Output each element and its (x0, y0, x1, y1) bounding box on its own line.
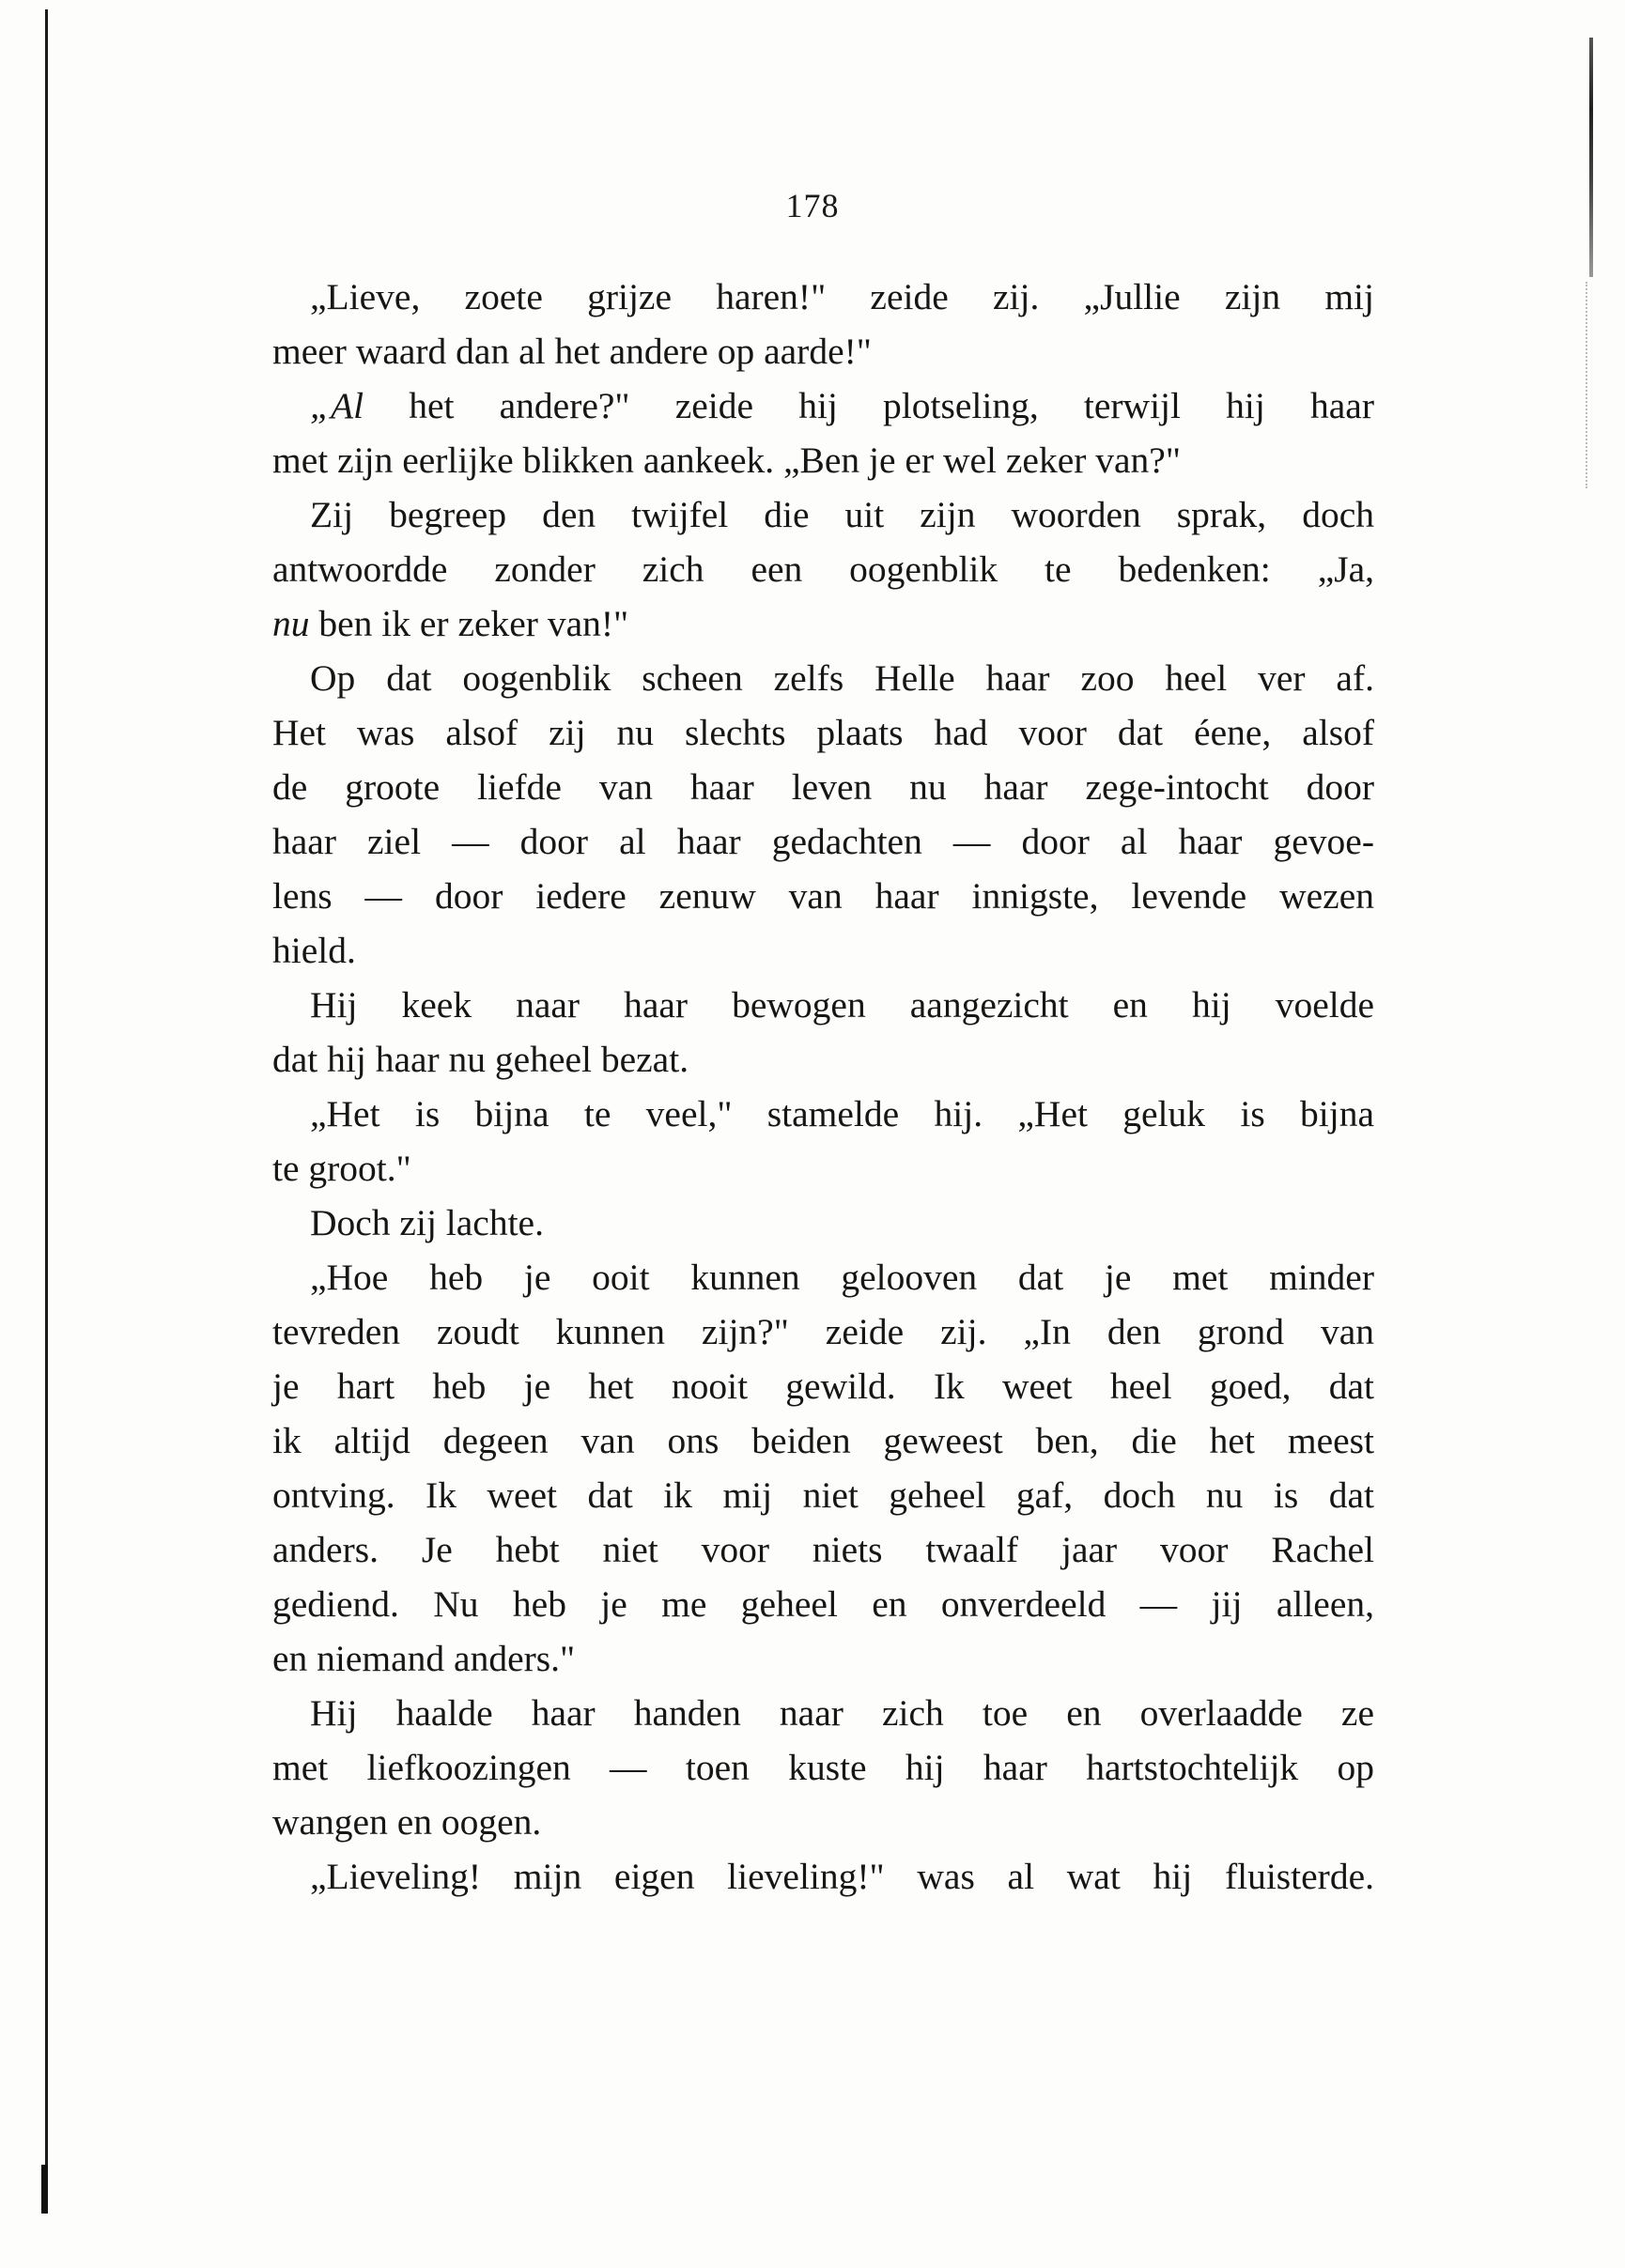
page-number: 178 (785, 187, 840, 224)
text-line: Het was alsof zij nu slechts plaats had voor dat éene, alsof (272, 712, 1374, 753)
scan-edge-right-ticks (1586, 282, 1589, 488)
text-line: „Lieveling! mijn eigen lieveling!" was al wat hij fluisterde. (310, 1856, 1374, 1897)
text-line: gediend. Nu heb je me geheel en onverdeeld — jij alleen, (272, 1583, 1374, 1625)
text-line: hield. (272, 930, 356, 971)
text-line: „Hoe heb je ooit kunnen gelooven dat je met minder (310, 1257, 1374, 1298)
scan-edge-left (45, 9, 48, 2212)
body-text (272, 270, 1374, 1904)
text-line: en niemand anders." (272, 1638, 576, 1679)
text-line: de groote liefde van haar leven nu haar zege-intocht door (272, 766, 1374, 808)
text-line: dat hij haar nu geheel bezat. (272, 1039, 689, 1080)
text-line: wangen en oogen. (272, 1801, 542, 1843)
text-line: „Het is bijna te veel," stamelde hij. „Het geluk is bijna (310, 1093, 1374, 1134)
text-line: te groot." (272, 1148, 411, 1189)
text-line: met zijn eerlijke blikken aankeek. „Ben je er wel zeker van?" (272, 440, 1181, 481)
text-line: antwoordde zonder zich een oogenblik te bedenken: „Ja, (272, 548, 1374, 590)
text-line: ontving. Ik weet dat ik mij niet geheel gaf, doch nu is dat (272, 1474, 1374, 1516)
text-line: „Al het andere?" zeide hij plotseling, terwijl hij haar (310, 385, 1374, 426)
text-line: tevreden zoudt kunnen zijn?" zeide zij. „In den grond van (272, 1311, 1374, 1352)
text-line: met liefkoozingen — toen kuste hij haar hartstochtelijk op (272, 1747, 1374, 1788)
scan-edge-right (1589, 38, 1593, 277)
text-line: Hij keek naar haar bewogen aangezicht en hij voelde (310, 984, 1374, 1026)
text-line: Zij begreep den twijfel die uit zijn woorden sprak, doch (310, 494, 1374, 535)
text-line: Doch zij lachte. (310, 1202, 544, 1243)
text-line: nu ben ik er zeker van!" (272, 603, 629, 644)
text-line: Op dat oogenblik scheen zelfs Helle haar zoo heel ver af. (310, 657, 1374, 699)
text-line: ik altijd degeen van ons beiden geweest ben, die het meest (272, 1420, 1374, 1461)
text-line: je hart heb je het nooit gewild. Ik weet heel goed, dat (272, 1365, 1374, 1407)
scan-edge-left-foot (41, 2165, 48, 2214)
text-line: anders. Je hebt niet voor niets twaalf jaar voor Rachel (272, 1529, 1374, 1570)
text-line: lens — door iedere zenuw van haar innigste, levende wezen (272, 875, 1374, 917)
text-line: meer waard dan al het andere op aarde!" (272, 331, 872, 372)
text-line: Hij haalde haar handen naar zich toe en overlaadde ze (310, 1692, 1374, 1734)
text-line: „Lieve, zoete grijze haren!" zeide zij. „Jullie zijn mij (310, 276, 1374, 317)
text-line: haar ziel — door al haar gedachten — door al haar gevoe- (272, 821, 1374, 862)
